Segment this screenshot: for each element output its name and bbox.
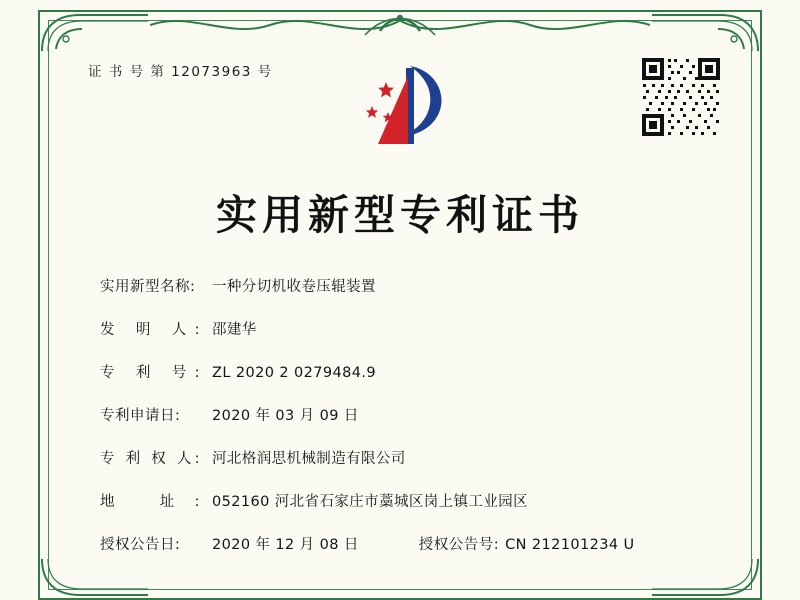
value-grant-date: 2020 年 12 月 08 日 — [212, 537, 359, 553]
label-patentee: 专 利 权 人: — [100, 451, 200, 467]
patent-emblem-icon — [348, 48, 458, 158]
qr-code — [640, 56, 722, 138]
field-utility-model-name — [100, 275, 710, 296]
field-patent-number — [100, 361, 710, 382]
label-application-date: 专利申请日: — [100, 408, 181, 424]
label-utility-model-name: 实用新型名称: — [100, 279, 196, 295]
grant-number-group — [419, 533, 635, 554]
field-grant-info — [100, 533, 710, 554]
page-title: 实用新型专利证书 — [216, 191, 584, 239]
value-patent-number: ZL 2020 2 0279484.9 — [212, 365, 376, 381]
value-utility-model-name: 一种分切机收卷压辊装置 — [212, 279, 376, 295]
certificate-number: 证 书 号 第 12073963 号 — [88, 64, 273, 80]
value-grant-number: CN 212101234 U — [505, 537, 635, 553]
value-application-date: 2020 年 03 月 09 日 — [212, 408, 359, 424]
label-grant-date: 授权公告日: — [100, 537, 181, 553]
field-address — [100, 490, 710, 511]
label-address: 地 址: — [100, 494, 200, 510]
value-address: 052160 河北省石家庄市藁城区岗上镇工业园区 — [212, 494, 529, 510]
label-patent-number: 专 利 号: — [100, 365, 200, 381]
certificate-fields — [100, 275, 710, 566]
label-grant-number: 授权公告号: — [418, 537, 500, 553]
field-patentee — [100, 447, 710, 468]
value-patentee: 河北格润思机械制造有限公司 — [212, 451, 406, 467]
value-inventor: 邵建华 — [212, 322, 257, 338]
field-inventor — [100, 318, 710, 339]
label-inventor: 发 明 人: — [100, 322, 200, 338]
field-application-date — [100, 404, 710, 425]
